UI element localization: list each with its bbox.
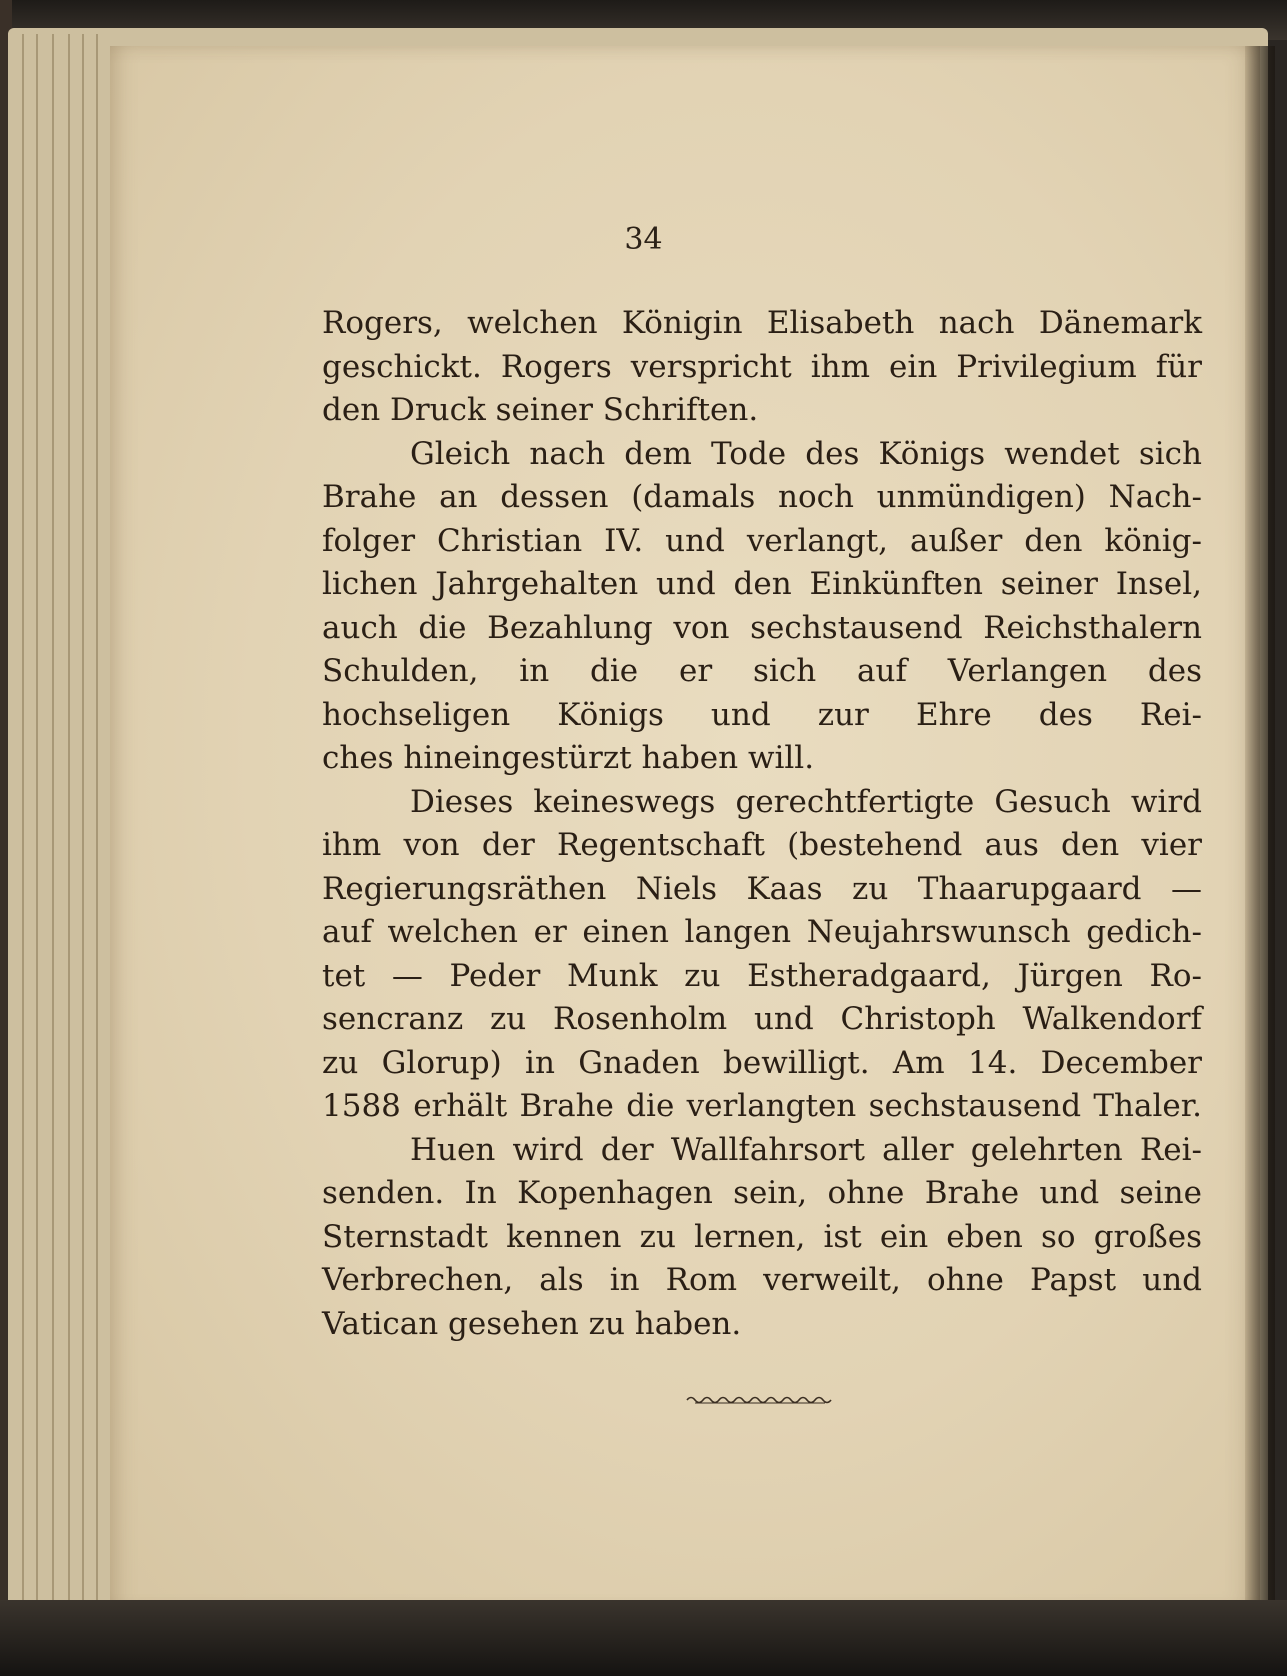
text-line: folger Christian IV. und verlangt, außer den könig- bbox=[322, 522, 1202, 559]
text-line: Rogers, welchen Königin Elisabeth nach Dänemark bbox=[322, 305, 1202, 341]
text-line: hochseligen Königs und zur Ehre des Rei- bbox=[322, 696, 1202, 733]
book-cover-bottom bbox=[0, 1600, 1287, 1676]
text-line: tet — Peder Munk zu Estheradgaard, Jürgen Ro- bbox=[322, 957, 1202, 994]
text-line: 1588 erhält Brahe die verlangten sechstausend Thaler. bbox=[322, 1088, 1202, 1124]
text-line: senden. In Kopenhagen sein, ohne Brahe und seine bbox=[322, 1175, 1202, 1211]
text-line: Huen wird der Wallfahrsort aller gelehrten Rei- bbox=[410, 1131, 1202, 1168]
text-line: Vatican gesehen zu haben. bbox=[322, 1305, 742, 1342]
text-line: Dieses keineswegs gerechtfertigte Gesuch wird bbox=[410, 783, 1202, 820]
text-line: Verbrechen, als in Rom verweilt, ohne Papst und bbox=[322, 1262, 1202, 1298]
text-line: zu Glorup) in Gnaden bewilligt. Am 14. December bbox=[322, 1044, 1202, 1081]
page-edge bbox=[36, 34, 38, 1609]
page-edge bbox=[52, 34, 54, 1609]
text-line: geschickt. Rogers verspricht ihm ein Privilegium für bbox=[322, 348, 1202, 385]
page-edge bbox=[82, 34, 84, 1609]
page-edge bbox=[96, 34, 98, 1609]
text-line: ches hineingestürzt haben will. bbox=[322, 740, 815, 776]
page-gutter-shadow bbox=[1245, 46, 1275, 1611]
text-line: sencranz zu Rosenholm und Christoph Walkendorf bbox=[322, 1001, 1202, 1037]
text-line: Brahe an dessen (damals noch unmündigen) Nach- bbox=[322, 479, 1202, 515]
text-line: Schulden, in die er sich auf Verlangen des bbox=[322, 653, 1202, 689]
text-line: Gleich nach dem Tode des Königs wendet sich bbox=[410, 435, 1202, 472]
page-edge bbox=[68, 34, 70, 1609]
text-line: ihm von der Regentschaft (bestehend aus den vier bbox=[322, 827, 1202, 863]
text-line: den Druck seiner Schriften. bbox=[322, 392, 759, 428]
text-line: lichen Jahrgehalten und den Einkünften seiner Insel, bbox=[322, 566, 1202, 602]
page-number: 34 bbox=[624, 222, 663, 257]
text-line: auch die Bezahlung von sechstausend Reichsthalern bbox=[322, 609, 1202, 646]
page-edge bbox=[22, 34, 24, 1609]
wavy-rule-ornament bbox=[685, 1392, 835, 1406]
text-line: Sternstadt kennen zu lernen, ist ein eben so großes bbox=[322, 1218, 1202, 1255]
text-line: Regierungsräthen Niels Kaas zu Thaarupgaard — bbox=[322, 870, 1202, 907]
page-body bbox=[322, 302, 1202, 1346]
text-line: auf welchen er einen langen Neujahrswunsch gedich- bbox=[322, 914, 1202, 950]
